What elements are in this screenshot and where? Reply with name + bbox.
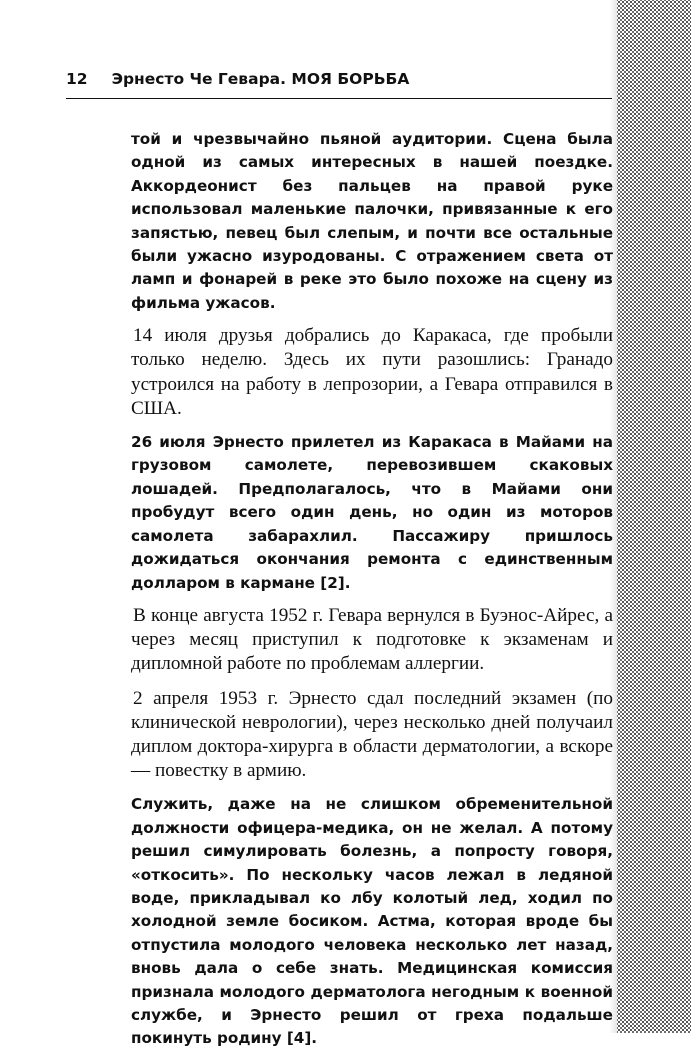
quote-paragraph: той и чрезвычайно пьяной аудитории. Сцена была одной из самых интересных в нашей поездке. Аккордеонист без пальцев на правой руке использовал маленькие палочки, привязанные к его запястью, певец был слепым, и почти все остальные были ужасно изуродованы. С отражением света от ламп и фонарей в реке это было похоже на сцену из фильма ужасов. [131, 130, 613, 312]
quote-paragraph: 26 июля Эрнесто прилетел из Каракаса в Майами на грузовом самолете, перевозившем скаковых лошадей. Предполагалось, что в Майами они пробудут всего один день, но один из моторов самолета забарахлил. Пассажиру пришлось дожидаться окончания ремонта с единственным долларом в кармане [2]. [131, 433, 613, 592]
body-paragraph: 2 апреля 1953 г. Эрнесто сдал последний экзамен (по клинической неврологии), через несколько дней получаил диплом доктора-хирурга в области дерматологии, а вскоре — повестку в армию. [131, 687, 613, 782]
page-edge-halftone [617, 0, 691, 1033]
body-paragraph: В конце августа 1952 г. Гевара вернулся в Буэнос-Айрес, а через месяц приступил к подготовке к экзаменам и дипломной работе по проблемам аллергии. [131, 604, 613, 675]
page-number: 12 [66, 70, 88, 88]
body-paragraph: 14 июля друзья добрались до Каракаса, где пробыли только неделю. Здесь их пути разошлись: Гранадо устроился на работу в лепрозории, а Гевара отправился в США. [131, 325, 613, 419]
quote-paragraph: Служить, даже на не слишком обременительной должности офицера-медика, он не желал. А потому решил симулировать болезнь, а попросту говоря, «откосить». По нескольку часов лежал в ледяной воде, прикладывал ко лбу колотый лед, ходил по холодной земле босиком. Астма, которая вроде бы отпустила молодого человека несколько лет назад, вновь дала о себе знать. Медицинская комиссия признала молодого дерматолога негодным к военной службе, и Эрнесто решил от греха подальше покинуть родину [4]. [131, 795, 613, 1048]
running-header [66, 70, 612, 99]
running-title: Эрнесто Че Гевара. МОЯ БОРЬБА [111, 70, 410, 88]
page-body [131, 128, 613, 1060]
